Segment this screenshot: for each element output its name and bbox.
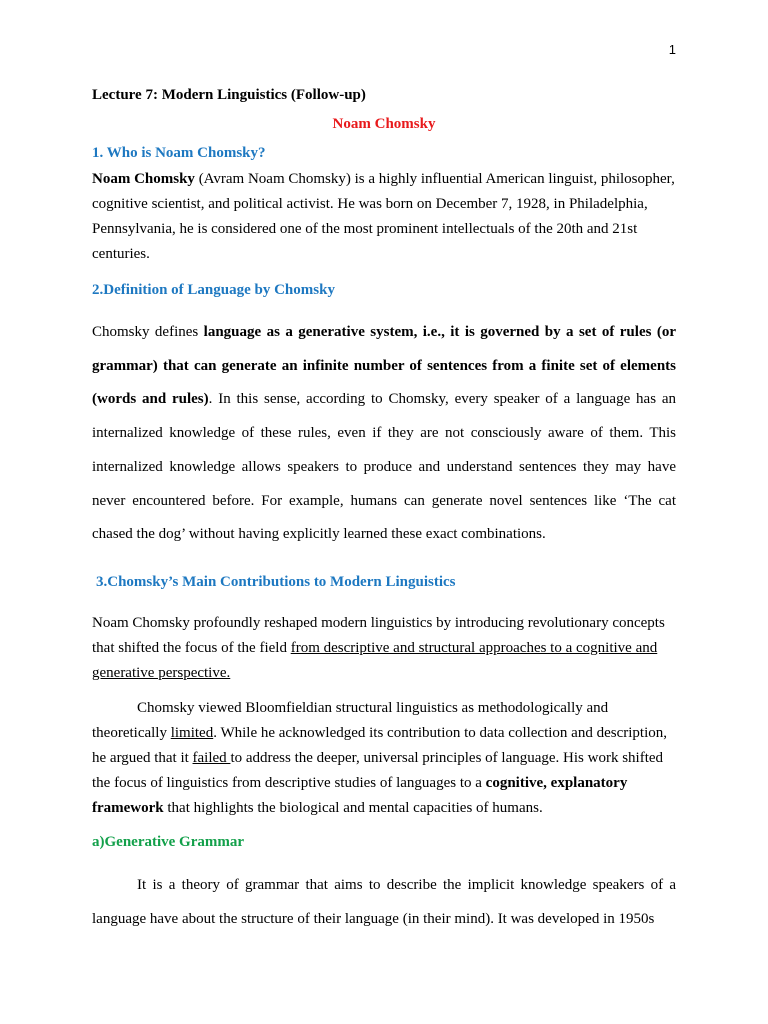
section-3-heading: 3.Chomsky’s Main Contributions to Modern Linguistics bbox=[96, 573, 456, 590]
section-3-p1-text: Noam Chomsky profoundly reshaped modern linguistics by introducing revolutionary concepts that shifted the focus of the field bbox=[92, 614, 665, 656]
section-3-p2-bold: cognitive, explanatory framework bbox=[92, 774, 628, 816]
section-1-heading: 1. Who is Noam Chomsky? bbox=[92, 145, 266, 161]
section-3-p2-text-c: to address the deeper, universal principles of language. His work shifted the focus of linguistics from descriptive studies of languages to a bbox=[92, 749, 664, 791]
section-2-text-before: Chomsky defines bbox=[92, 324, 204, 340]
section-2-heading: 2.Definition of Language by Chomsky bbox=[92, 282, 335, 298]
lecture-title: Lecture 7: Modern Linguistics (Follow-up) bbox=[92, 87, 366, 103]
section-3-p1-underlined: from descriptive and structural approaches to a cognitive and generative perspective. bbox=[92, 639, 658, 681]
section-1-paragraph bbox=[92, 167, 676, 267]
section-3-p2-text-d: that highlights the biological and mental capacities of humans. bbox=[163, 799, 543, 816]
section-2-text-after: . In this sense, according to Chomsky, every speaker of a language has an internalized knowledge of these rules, even if they are not consciously aware of them. This internalized knowledge allows speakers to produce and understand sentences they may have never encountered before. For example, humans can generate novel sentences like ‘The cat chased the dog’ without having explicitly learned these exact combinations. bbox=[92, 391, 676, 543]
document-body bbox=[92, 84, 676, 936]
section-3-p2-text-a: Chomsky viewed Bloomfieldian structural linguistics as methodologically and theoretically bbox=[92, 699, 609, 741]
underlined-failed: failed bbox=[192, 749, 231, 766]
chomsky-name: Noam Chomsky bbox=[92, 171, 195, 187]
subsection-a-heading: a)Generative Grammar bbox=[92, 833, 245, 850]
section-3-paragraph-2 bbox=[92, 696, 676, 821]
section-1-text: (Avram Noam Chomsky) is a highly influential American linguist, philosopher, cognitive scientist, and political activist. He was born on December 7, 1928, in Philadelphia, Pennsylvania, he is considered one of the most prominent intellectuals of the 20th and 21st centuries. bbox=[92, 171, 675, 262]
underlined-limited: limited bbox=[170, 724, 214, 741]
page-number: 1 bbox=[668, 42, 676, 57]
subtitle: Noam Chomsky bbox=[332, 116, 436, 132]
subsection-a-paragraph: It is a theory of grammar that aims to describe the implicit knowledge speakers of a language have about the structure of their language (in their mind). It was developed in 1950s bbox=[92, 876, 676, 927]
section-2-paragraph bbox=[92, 316, 676, 552]
section-2-bold-definition: language as a generative system, i.e., it is governed by a set of rules (or grammar) that can generate an infinite number of sentences from a finite set of elements (words and rules) bbox=[92, 324, 676, 408]
section-3-p2-text-b: . While he acknowledged its contribution to data collection and description, he argued that it bbox=[92, 724, 667, 766]
section-3-paragraph-1 bbox=[92, 611, 676, 686]
